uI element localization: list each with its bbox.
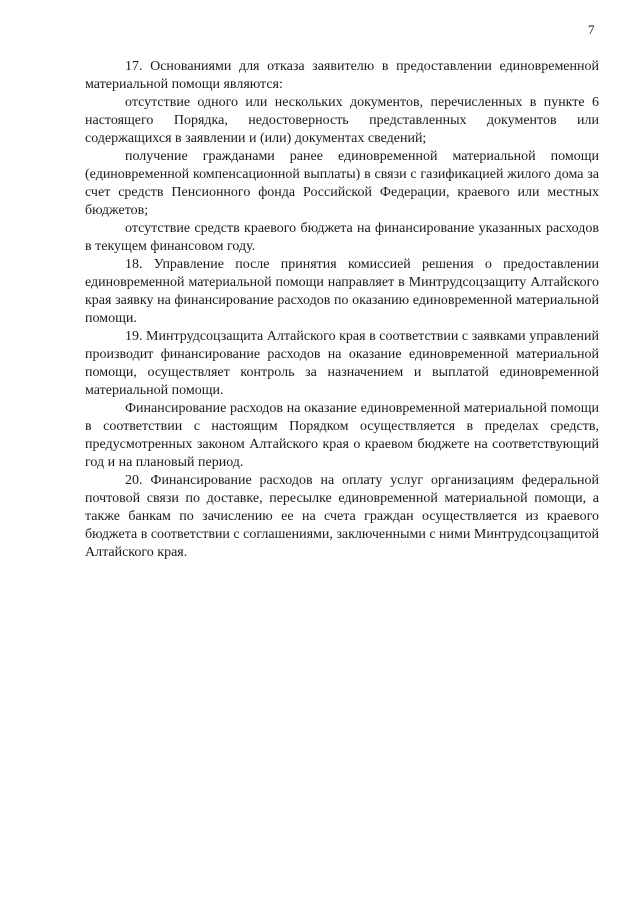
- paragraph-20: 20. Финансирование расходов на оплату услуг организациям федеральной почтовой связи по доставке, пересылке единовременной материальной помощи, а также банкам по зачислению ее на счета граждан осуществляется из краевого бюджета в соответствии с соглашениями, заключенными с ними Минтрудсоцзащитой Алтайского края.: [85, 473, 599, 560]
- paragraph-19: 19. Минтрудсоцзащита Алтайского края в соответствии с заявками управлений производит финансирование расходов на оказание единовременной материальной помощи, осуществляет контроль за назначением и выплатой единовременной материальной помощи.: [85, 329, 599, 398]
- paragraph-18: 18. Управление после принятия комиссией решения о предоставлении единовременной материальной помощи направляет в Минтрудсоцзащиту Алтайского края заявку на финансирование расходов по оказанию единовременной материальной помощи.: [85, 257, 599, 326]
- document-body: [85, 58, 599, 562]
- paragraph-17-reason-documents: отсутствие одного или нескольких документов, перечисленных в пункте 6 настоящего Порядка, недостоверность представленных документов или содержащихся в заявлении и (или) документах сведений;: [85, 95, 599, 146]
- page-number: 7: [588, 22, 595, 37]
- paragraph-19-financing: Финансирование расходов на оказание единовременной материальной помощи в соответствии с настоящим Порядком осуществляется в пределах средств, предусмотренных законом Алтайского края о краевом бюджете на соответствующий год и на плановый период.: [85, 401, 599, 470]
- paragraph-17-reason-prior-aid: получение гражданами ранее единовременной материальной помощи (единовременной компенсационной выплаты) в связи с газификацией жилого дома за счет средств Пенсионного фонда Российской Федерации, краевого или местных бюджетов;: [85, 149, 599, 218]
- paragraph-17-intro: 17. Основаниями для отказа заявителю в предоставлении единовременной материальной помощи являются:: [85, 59, 599, 92]
- paragraph-17-reason-no-funds: отсутствие средств краевого бюджета на финансирование указанных расходов в текущем финансовом году.: [85, 221, 599, 254]
